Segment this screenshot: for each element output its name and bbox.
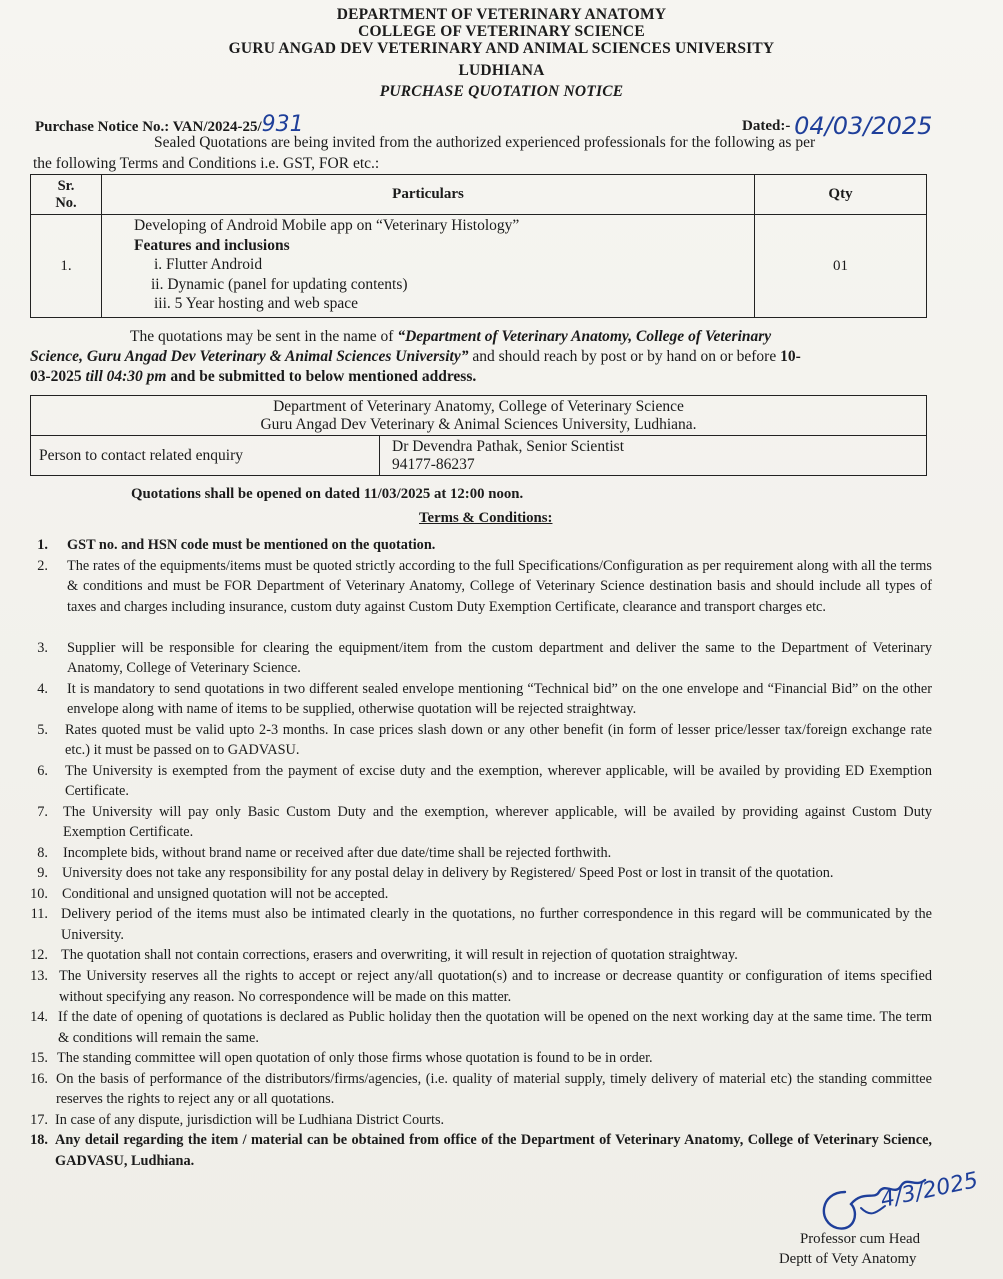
col-sr-line1: Sr. (57, 177, 75, 194)
intro-line-1: Sealed Quotations are being invited from the authorized experienced professionals for the following as per (154, 134, 816, 151)
term-item (22, 679, 932, 720)
signature-date: 4/3/2025 (878, 1168, 981, 1213)
contact-name: Dr Devendra Pathak, Senior Scientist (392, 437, 625, 455)
item-description: Developing of Android Mobile app on “Veterinary Histology” (134, 217, 520, 234)
term-item (22, 1110, 932, 1131)
dated-label: Dated:- (742, 118, 791, 134)
term-item (22, 638, 932, 679)
para-line-2 (30, 348, 801, 366)
college-heading: COLLEGE OF VETERINARY SCIENCE (358, 23, 645, 40)
para-l1a: The quotations may be sent in the name of (130, 328, 398, 345)
term-number: 3. (37, 639, 48, 656)
term-item (22, 1048, 932, 1069)
para-line-3 (30, 368, 476, 386)
address-cell (31, 396, 927, 436)
term-number: 17. (30, 1111, 48, 1128)
notice-number-handwritten: 931 (261, 112, 304, 137)
term-number: 13. (30, 967, 48, 984)
col-header-particulars: Particulars (102, 175, 755, 215)
term-number: 2. (37, 557, 48, 574)
term-text: Any detail regarding the item / material can be obtained from office of the Department of Veterinary Anatomy, College of Veterinary Science, GADVASU, Ludhiana. (55, 1132, 932, 1169)
term-number: 4. (37, 680, 48, 697)
para-l2c: 10- (780, 348, 801, 365)
row-sr: 1. (31, 215, 102, 318)
term-item (22, 535, 932, 556)
items-table (30, 174, 927, 318)
para-l2b: and should reach by post or by hand on or before (468, 348, 781, 365)
term-number: 10. (30, 885, 48, 902)
dated-handwritten: 04/03/2025 (794, 112, 933, 140)
term-number: 5. (37, 721, 48, 738)
term-item (22, 802, 932, 843)
term-text: It is mandatory to send quotations in two different sealed envelope mentioning “Technical bid” on the one envelope and “Financial Bid” on the other envelope along with name of items to be supplied, otherwise quotation will be rejected straightway. (67, 680, 932, 718)
para-l3b: till 04:30 pm (85, 368, 167, 385)
term-number: 1. (37, 537, 48, 553)
para-l3c: and be submitted to below mentioned address. (166, 368, 477, 385)
term-number: 6. (37, 762, 48, 779)
term-item (22, 1007, 932, 1048)
term-item (22, 884, 932, 905)
term-number: 12. (30, 947, 48, 964)
term-item (22, 556, 932, 638)
notice-number-label: Purchase Notice No.: VAN/2024-25/ (35, 119, 262, 135)
term-text: Supplier will be responsible for clearing the equipment/item from the custom department and deliver the same to the Department of Veterinary Anatomy, College of Veterinary Science. (67, 639, 932, 677)
term-item (22, 945, 932, 966)
term-number: 7. (37, 803, 48, 820)
term-text: The University is exempted from the payment of excise duty and the exemption, wherever applicable, will be availed by providing ED Exemption Certificate. (65, 762, 932, 800)
term-text: The University will pay only Basic Custom Duty and the exemption, wherever applicable, will be availed by providing against Custom Duty Exemption Certificate. (63, 803, 932, 841)
signatory-title: Professor cum Head (800, 1231, 920, 1247)
term-text: The University reserves all the rights to accept or reject any/all quotation(s) and to increase or decrease quantity or configuration of items specified without specifying any reason. No correspondence will be made on this matter. (59, 967, 932, 1005)
term-text: On the basis of performance of the distributors/firms/agencies, (i.e. quality of material supply, timely delivery of material etc) the standing committee reserves the rights to reject any or all quotations. (56, 1070, 932, 1108)
city-heading: LUDHIANA (458, 62, 545, 79)
term-text: If the date of opening of quotations is declared as Public holiday then the quotation will be opened on the next working day at the same time. The term & conditions will remain the same. (58, 1008, 932, 1046)
row-particulars (102, 215, 755, 318)
term-number: 18. (30, 1132, 48, 1149)
term-number: 9. (37, 865, 48, 882)
term-text: The rates of the equipments/items must be quoted strictly according to the full Specifications/Configuration as per requirement along with all the terms & conditions and must be FOR Department of Veterinary Anatomy, College of Veterinary Science destination basis and should include all types of taxes and charges including insurance, custom duty against Custom Duty Exemption Certificate, clearance and transport charges etc. (67, 557, 932, 615)
contact-details (380, 436, 927, 476)
term-item (22, 843, 932, 864)
term-text: Delivery period of the items must also be intimated clearly in the quotations, no further correspondence in this regard will be communicated by the University. (61, 906, 932, 943)
col-header-qty: Qty (755, 175, 927, 215)
address-table (30, 395, 927, 476)
feature-2: ii. Dynamic (panel for updating contents) (151, 275, 408, 293)
term-text: The standing committee will open quotation of only those firms whose quotation is found to be in order. (57, 1049, 653, 1066)
term-number: 11. (30, 906, 48, 923)
term-text: Rates quoted must be valid upto 2-3 months. In case prices slash down or any other benefit (in form of lesser price/lesser tax/foreign exchange rate etc.) it must be passed on to GADVASU. (65, 721, 932, 759)
terms-list (22, 535, 932, 1171)
term-text: Incomplete bids, without brand name or received after due date/time shall be rejected forthwith. (63, 844, 612, 861)
term-number: 16. (30, 1070, 48, 1087)
term-text: University does not take any responsibility for any postal delay in delivery by Registered/ Speed Post or lost in transit of the quotation. (62, 865, 834, 882)
intro-line-2: the following Terms and Conditions i.e. GST, FOR etc.: (33, 155, 380, 172)
term-text: GST no. and HSN code must be mentioned on the quotation. (67, 537, 436, 553)
dept-heading: DEPARTMENT OF VETERINARY ANATOMY (336, 6, 667, 23)
feature-3: iii. 5 Year hosting and web space (154, 295, 359, 312)
para-l3a: 03-2025 (30, 368, 86, 385)
term-number: 14. (30, 1008, 48, 1025)
para-l2a: Science, Guru Angad Dev Veterinary & Animal Sciences University” (30, 348, 469, 365)
notice-title: PURCHASE QUOTATION NOTICE (379, 83, 624, 100)
features-title: Features and inclusions (134, 236, 290, 254)
term-item (22, 761, 932, 802)
term-item (22, 720, 932, 761)
contact-phone: 94177-86237 (392, 455, 475, 473)
term-item (22, 1130, 932, 1171)
feature-1: i. Flutter Android (154, 256, 263, 273)
term-text: In case of any dispute, jurisdiction will be Ludhiana District Courts. (55, 1111, 445, 1128)
term-item (22, 863, 932, 884)
opening-date: Quotations shall be opened on dated 11/03/2025 at 12:00 noon. (131, 486, 524, 502)
term-number: 8. (37, 844, 48, 861)
notice-date (742, 108, 933, 140)
row-qty: 01 (755, 215, 927, 318)
address-line-2: Guru Angad Dev Veterinary & Animal Sciences University, Ludhiana. (260, 415, 697, 433)
term-item (22, 904, 932, 945)
signatory-dept: Deptt of Vety Anatomy (779, 1251, 917, 1267)
term-number: 15. (30, 1049, 48, 1066)
term-text: The quotation shall not contain corrections, erasers and overwriting, it will result in rejection of quotation straightway. (61, 947, 738, 964)
term-item (22, 1069, 932, 1110)
col-sr-line2: No. (55, 194, 77, 211)
contact-label: Person to contact related enquiry (31, 436, 380, 476)
col-header-sr (31, 175, 102, 215)
term-text: Conditional and unsigned quotation will not be accepted. (62, 885, 389, 902)
para-l1b: “Department of Veterinary Anatomy, College of Veterinary (397, 328, 772, 345)
terms-title: Terms & Conditions: (419, 510, 553, 526)
term-item (22, 966, 932, 1007)
address-line-1: Department of Veterinary Anatomy, College of Veterinary Science (273, 397, 684, 415)
para-line-1 (130, 328, 771, 346)
university-heading: GURU ANGAD DEV VETERINARY AND ANIMAL SCIENCES UNIVERSITY (228, 40, 775, 57)
